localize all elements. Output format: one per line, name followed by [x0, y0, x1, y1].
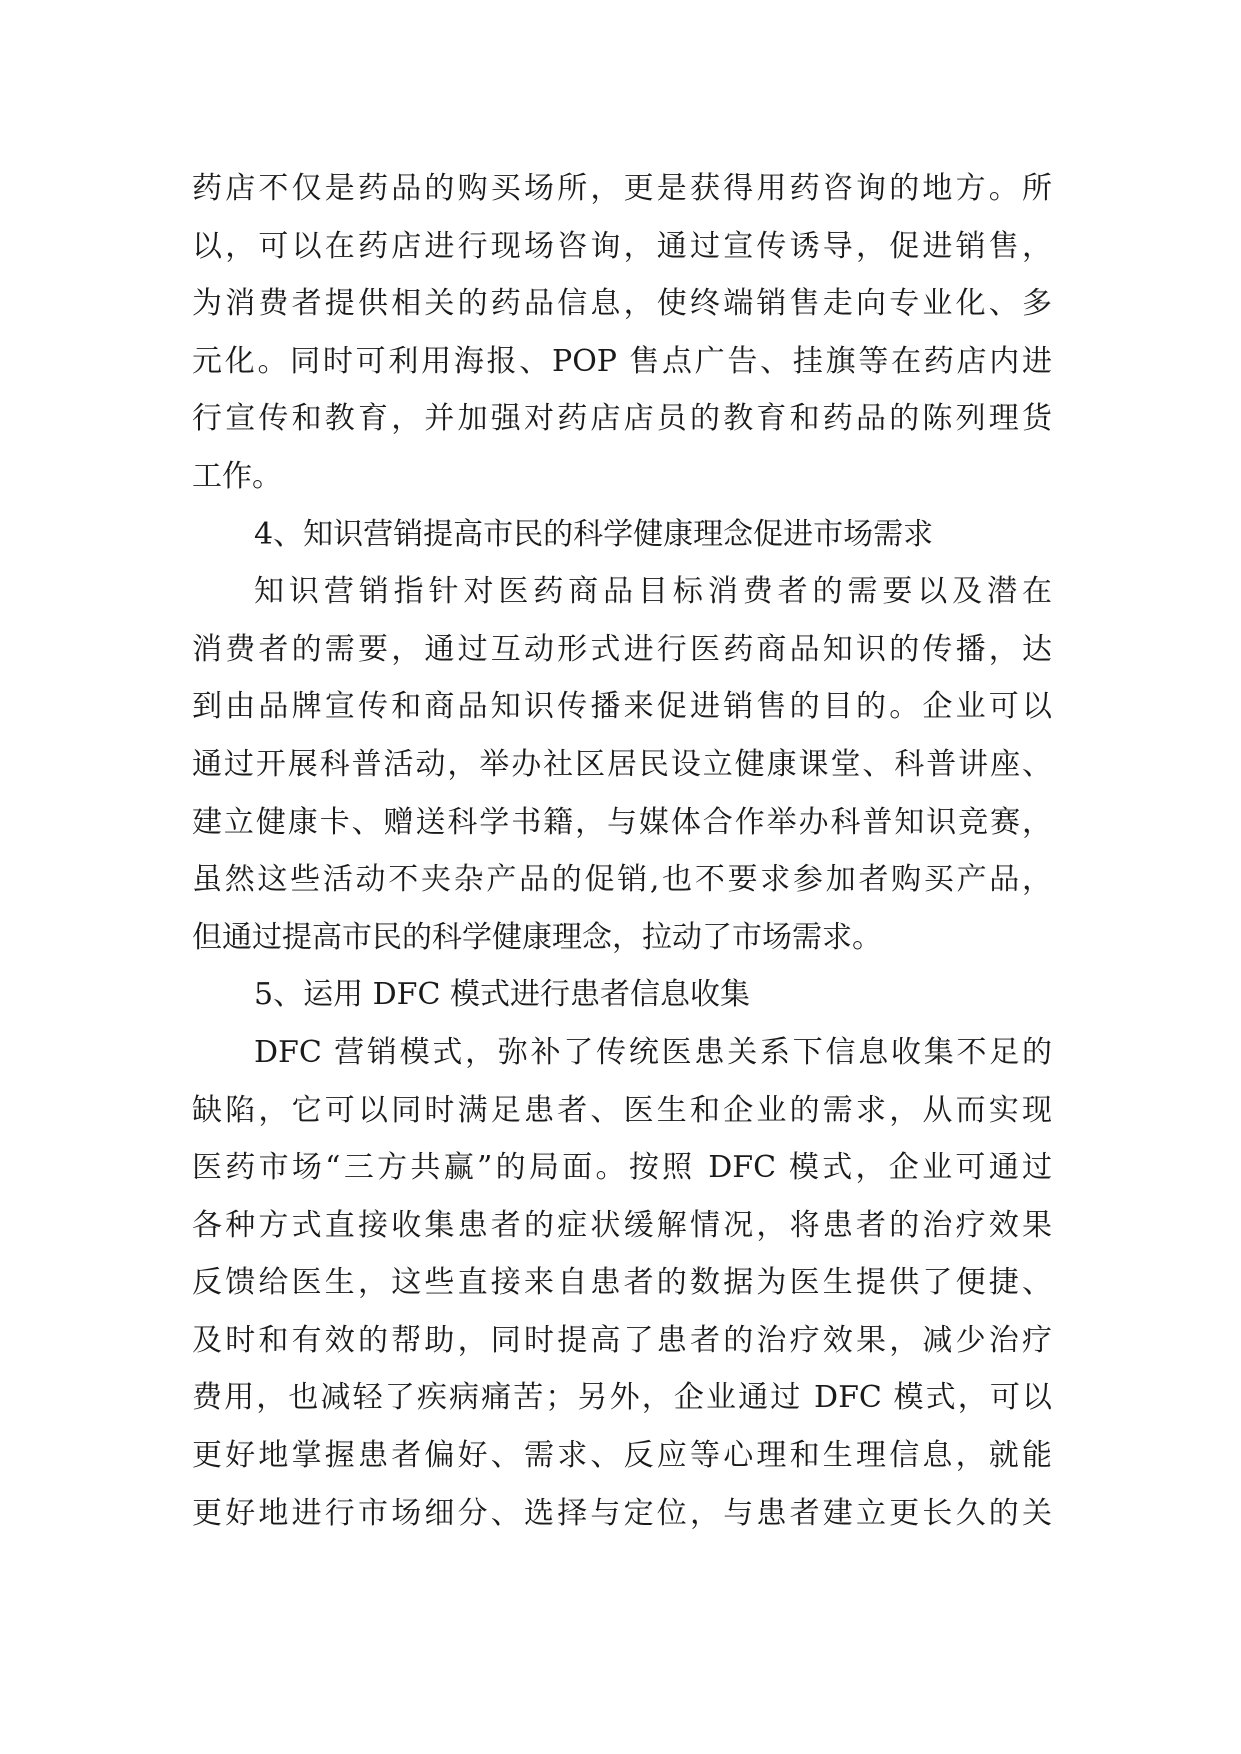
text-line: 建立健康卡、赠送科学书籍，与媒体合作举办科普知识竞赛， — [192, 804, 1052, 840]
text-line: 药店不仅是药品的购买场所，更是获得用药咨询的地方。所 — [192, 171, 1052, 206]
text-line: 元化。同时可利用海报、POP 售点广告、挂旗等在药店内进 — [192, 343, 1052, 379]
text-line: 知识营销指针对医药商品目标消费者的需要以及潜在 — [254, 574, 1052, 610]
text-line: 反馈给医生，这些直接来自患者的数据为医生提供了便捷、 — [192, 1265, 1052, 1301]
text-line: 更好地进行市场细分、选择与定位，与患者建立更长久的关 — [192, 1495, 1052, 1531]
text-line: 及时和有效的帮助，同时提高了患者的治疗效果，减少治疗 — [192, 1322, 1052, 1358]
text-line: DFC 营销模式，弥补了传统医患关系下信息收集不足的 — [254, 1034, 1052, 1070]
text-line: 但通过提高市民的科学健康理念，拉动了市场需求。 — [192, 919, 882, 955]
text-line: 行宣传和教育，并加强对药店店员的教育和药品的陈列理货 — [192, 401, 1052, 437]
text-line: 消费者的需要，通过互动形式进行医药商品知识的传播，达 — [192, 631, 1052, 667]
text-line: 更好地掌握患者偏好、需求、反应等心理和生理信息，就能 — [192, 1438, 1052, 1474]
text-line: 通过开展科普活动，举办社区居民设立健康课堂、科普讲座、 — [192, 746, 1052, 782]
text-line: 为消费者提供相关的药品信息，使终端销售走向专业化、多 — [192, 286, 1052, 322]
text-line: 医药市场“三方共赢”的局面。按照 DFC 模式，企业可通过 — [192, 1150, 1052, 1186]
section-heading: 5、运用 DFC 模式进行患者信息收集 — [254, 977, 750, 1013]
text-line: 工作。 — [192, 458, 282, 494]
text-line: 费用，也减轻了疾病痛苦；另外，企业通过 DFC 模式，可以 — [192, 1380, 1052, 1416]
document-body-text — [192, 160, 1052, 1542]
text-line: 各种方式直接收集患者的症状缓解情况，将患者的治疗效果 — [192, 1207, 1052, 1243]
text-line: 缺陷，它可以同时满足患者、医生和企业的需求，从而实现 — [192, 1092, 1052, 1128]
section-heading: 4、知识营销提高市民的科学健康理念促进市场需求 — [254, 516, 934, 552]
text-line: 以，可以在药店进行现场咨询，通过宣传诱导，促进销售， — [192, 228, 1052, 264]
text-line: 虽然这些活动不夹杂产品的促销,也不要求参加者购买产品， — [192, 862, 1052, 898]
text-line: 到由品牌宣传和商品知识传播来促进销售的目的。企业可以 — [192, 689, 1052, 725]
